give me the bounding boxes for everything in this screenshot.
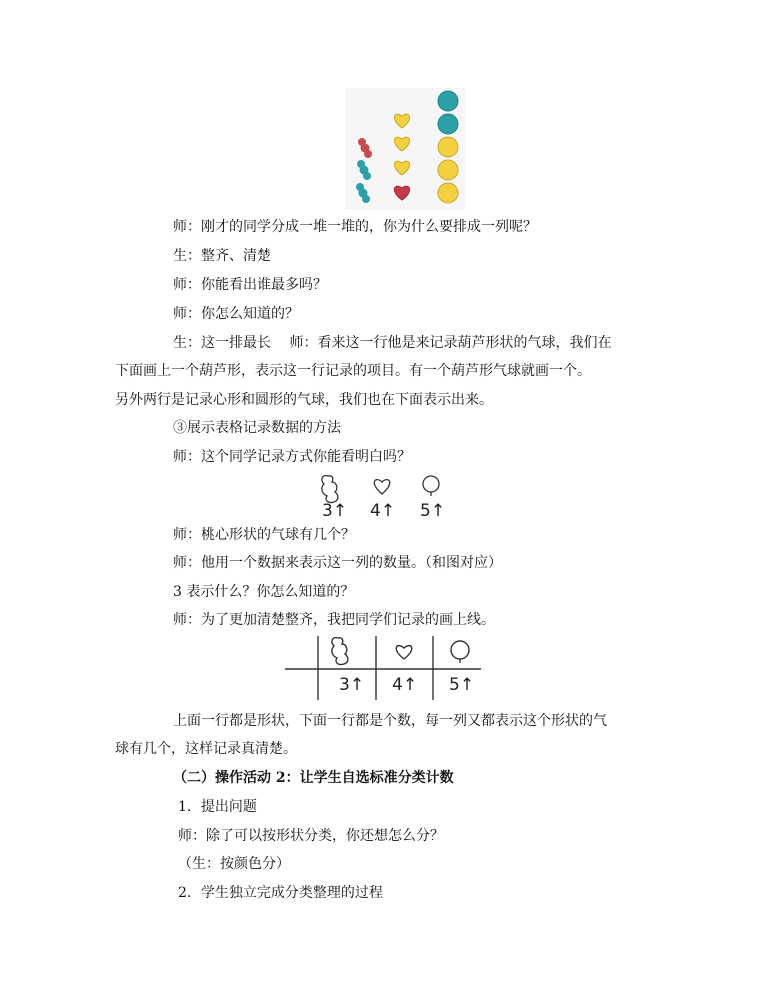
line-15: 球有几个，这样记录真清楚。 bbox=[115, 741, 297, 757]
round-balloon-yellow bbox=[438, 137, 458, 157]
heart-sketch-icon bbox=[374, 480, 390, 494]
circle-sketch-icon bbox=[423, 476, 439, 492]
line-4: 师：你怎么知道的？ bbox=[173, 306, 299, 322]
handdrawn-record-figure bbox=[312, 470, 452, 520]
line-6: 下面画上一个葫芦形，表示这一行记录的项目。有一个葫芦形气球就画一个。 bbox=[115, 363, 591, 379]
round-balloon-yellow bbox=[438, 160, 458, 180]
line-9: 师：这个同学记录方式你能看明白吗？ bbox=[173, 449, 411, 465]
line-19: （生：按颜色分） bbox=[178, 856, 290, 872]
line-12: 3 表示什么？你怎么知道的？ bbox=[173, 584, 355, 600]
line-20: 2．学生独立完成分类整理的过程 bbox=[178, 885, 383, 901]
line-8: ③展示表格记录数据的方法 bbox=[173, 420, 341, 436]
gourd-count: 3↑ bbox=[322, 501, 348, 520]
line-17: 1．提出问题 bbox=[178, 799, 257, 815]
line-14: 上面一行都是形状，下面一行都是个数，每一列又都表示这个形状的气 bbox=[173, 713, 607, 729]
section-heading: （二）操作活动 2：让学生自选标准分类计数 bbox=[173, 770, 454, 786]
circle-count: 5↑ bbox=[420, 501, 446, 520]
line-7: 另外两行是记录心形和圆形的气球，我们也在下面表示出来。 bbox=[115, 392, 493, 408]
gourd-sketch-icon bbox=[332, 638, 348, 665]
heart-count: 4↑ bbox=[370, 501, 396, 520]
round-balloon-yellow bbox=[438, 183, 458, 203]
round-balloon-teal bbox=[438, 91, 458, 111]
circle-count: 5↑ bbox=[449, 675, 475, 695]
line-5: 生：这一排最长 师：看来这一行他是来记录葫芦形状的气球，我们在 bbox=[173, 335, 612, 351]
record-table-figure bbox=[283, 632, 483, 702]
line-13: 师：为了更加清楚整齐，我把同学们记录的画上线。 bbox=[173, 612, 495, 628]
line-2: 生：整齐、清楚 bbox=[173, 248, 271, 264]
line-3: 师：你能看出谁最多吗？ bbox=[173, 277, 327, 293]
circle-sketch-icon bbox=[451, 641, 469, 659]
gourd-sketch-icon bbox=[322, 476, 338, 503]
heart-count: 4↑ bbox=[392, 675, 418, 695]
line-18: 师：除了可以按形状分类，你还想怎么分？ bbox=[178, 828, 444, 844]
round-balloon-teal bbox=[438, 114, 458, 134]
line-11: 师：他用一个数据来表示这一列的数量。（和图对应） bbox=[173, 555, 502, 571]
balloon-stack-figure bbox=[345, 88, 465, 210]
gourd-count: 3↑ bbox=[339, 675, 365, 695]
heart-sketch-icon bbox=[396, 646, 412, 659]
line-1: 师：刚才的同学分成一堆一堆的，你为什么要排成一列呢？ bbox=[173, 219, 537, 235]
line-10: 师：桃心形状的气球有几个？ bbox=[173, 527, 355, 543]
